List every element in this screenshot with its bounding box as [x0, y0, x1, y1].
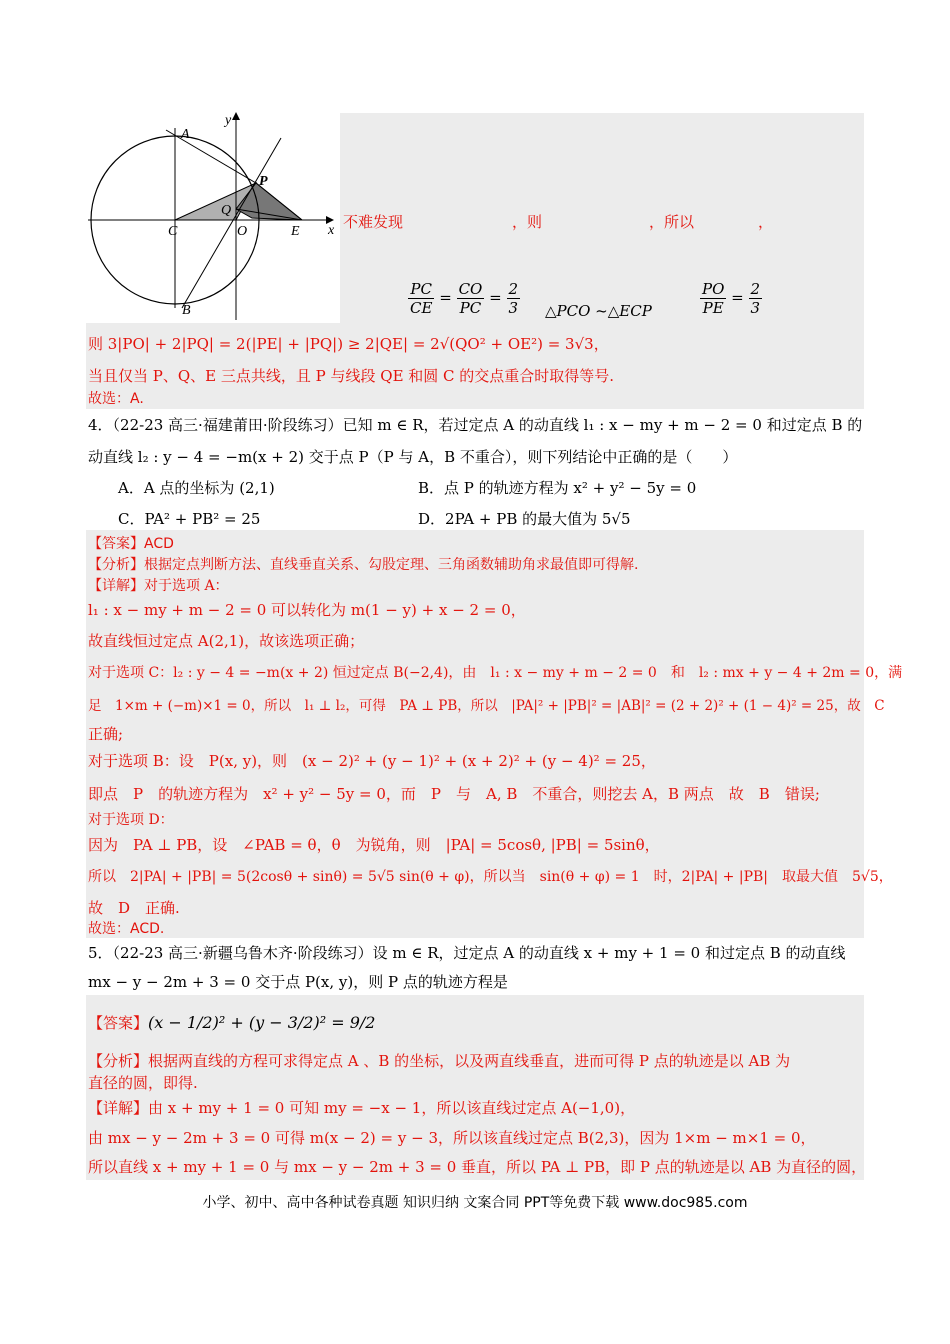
label-o: O — [237, 224, 248, 239]
q5-answer-label: 【答案】 — [88, 1014, 149, 1032]
q4-detail-head: 【详解】对于选项 A： — [88, 578, 229, 594]
q4-option-b: B．点 P 的轨迹方程为 x² + y² − 5y = 0 — [418, 479, 697, 497]
similar-triangles: △PCO ~△ECP — [545, 302, 652, 320]
top-equality-line: 当且仅当 P、Q、E 三点共线，且 P 与线段 QE 和圆 C 的交点重合时取得等号. — [88, 367, 615, 385]
top-then-line: 则 3|PO| + 2|PQ| = 2(|PE| + |PQ|) ≥ 2|QE| = 2√(QO² + OE²) = 3√3， — [88, 335, 609, 353]
top-text-3: ，所以 — [649, 213, 695, 231]
label-a: A — [181, 127, 190, 142]
q4-detail-8: 对于选项 D： — [88, 812, 174, 828]
q4-detail-11: 故 D 正确. — [88, 899, 180, 917]
q5-detail-1: 【详解】由 x + my + 1 = 0 可知 my = −x − 1，所以该直线过定点 A(−1,0)， — [88, 1099, 636, 1117]
q4-detail-9: 因为 PA ⊥ PB，设 ∠PAB = θ，θ 为锐角，则 |PA| = 5cosθ, |PB| = 5sinθ， — [88, 836, 660, 854]
q5-analysis-2: 直径的圆，即得. — [88, 1074, 198, 1092]
q4-detail-12: 故选：ACD. — [88, 921, 165, 937]
q4-option-d: D．2PA + PB 的最大值为 5√5 — [418, 510, 631, 528]
q4-detail-5: 正确; — [88, 725, 124, 743]
circle-geometry-figure — [86, 108, 342, 323]
q5-detail-3: 所以直线 x + my + 1 = 0 与 mx − y − 2m + 3 = 0 垂直，所以 PA ⊥ PB，即 P 点的轨迹是以 AB 为直径的圆， — [88, 1158, 867, 1176]
label-b: B — [182, 303, 191, 318]
top-text-1: 不难发现 — [343, 213, 404, 231]
label-c: C — [168, 224, 178, 239]
fraction-po-pe: $\frac{PO}{PE}$ = $\frac{2}{3}$ — [702, 280, 761, 317]
q4-analysis: 【分析】根据定点判断方法、直线垂直关系、勾股定理、三角函数辅助角求最值即可得解. — [88, 557, 639, 573]
label-q: Q — [221, 203, 232, 218]
q5-analysis-1: 【分析】根据两直线的方程可求得定点 A 、B 的坐标，以及两直线垂直，进而可得 P 点的轨迹是以 AB 为 — [88, 1052, 791, 1070]
frac-two-thirds: $\frac{2}{3}$ — [508, 280, 519, 317]
q5-detail-2: 由 mx − y − 2m + 3 = 0 可得 m(x − 2) = y − 3，所以该直线过定点 B(2,3)，因为 1×m − m×1 = 0， — [88, 1129, 816, 1147]
q5-stem-2: mx − y − 2m + 3 = 0 交于点 P(x, y)，则 P 点的轨迹方程是 — [88, 973, 508, 991]
label-x: x — [328, 223, 335, 238]
q4-detail-2: 故直线恒过定点 A(2,1)，故该选项正确； — [88, 632, 365, 650]
q4-stem-1: 4．（22-23 高三·福建莆田·阶段练习）已知 m ∈ R，若过定点 A 的动直线 l₁ : x − my + m − 2 = 0 和过定点 B 的 — [88, 416, 863, 434]
q4-detail-4: 足 1×m + (−m)×1 = 0，所以 l₁ ⊥ l₂，可得 PA ⊥ PB，所以 |PA|² + |PB|² = |AB|² = (2 + 2)² + (1 − 4)² = 25，故 C — [88, 698, 885, 714]
top-text-2: ，则 — [512, 213, 543, 231]
line-ap — [166, 130, 256, 183]
frac-pc-ce: $\frac{PC}{CE}$ — [410, 280, 433, 317]
q4-stem-2: 动直线 l₂ : y − 4 = −m(x + 2) 交于点 P（P 与 A，B 不重合），则下列结论中正确的是（ ） — [88, 448, 738, 466]
q4-option-c: C．PA² + PB² = 25 — [118, 510, 261, 528]
q4-detail-6: 对于选项 B：设 P(x, y)，则 (x − 2)² + (y − 1)² + (x + 2)² + (y − 4)² = 25， — [88, 752, 656, 770]
top-choice-line: 故选：A. — [88, 391, 144, 407]
frac-co-pc: $\frac{CO}{PC}$ — [458, 280, 483, 317]
q4-detail-7: 即点 P 的轨迹方程为 x² + y² − 5y = 0，而 P 与 A, B 不重合，则挖去 A，B 两点 故 B 错误; — [88, 785, 820, 803]
label-p: P — [259, 174, 268, 189]
q4-detail-1: l₁ : x − my + m − 2 = 0 可以转化为 m(1 − y) + x − 2 = 0， — [88, 601, 526, 619]
q5-answer — [88, 1012, 375, 1034]
q4-detail-3: 对于选项 C：l₂ : y − 4 = −m(x + 2) 恒过定点 B(−2,4)，由 l₁ : x − my + m − 2 = 0 和 l₂ : mx + y − 4 + 2m = 0，满 — [88, 665, 903, 681]
q5-stem-1: 5．（22-23 高三·新疆乌鲁木齐·阶段练习）设 m ∈ R，过定点 A 的动直线 x + my + 1 = 0 和过定点 B 的动直线 — [88, 944, 846, 962]
q5-answer-math: (x − 1/2)² + (y − 3/2)² = 9/2 — [148, 1013, 376, 1032]
q4-option-a: A．A 点的坐标为 (2,1) — [118, 479, 275, 497]
label-e: E — [291, 224, 300, 239]
q4-answer: 【答案】ACD — [88, 536, 174, 552]
fraction-row: $\frac{PC}{CE}$ = $\frac{CO}{PC}$ = $\frac{2}{3}$ — [410, 280, 519, 317]
label-y: y — [225, 113, 232, 128]
q4-detail-10: 所以 2|PA| + |PB| = 5(2cosθ + sinθ) = 5√5 sin(θ + φ)，所以当 sin(θ + φ) = 1 时，2|PA| + |PB| 取最大值 5√5， — [88, 869, 893, 885]
top-text-4: ， — [758, 213, 774, 231]
page-footer: 小学、初中、高中各种试卷真题 知识归纳 文案合同 PPT等免费下载 www.doc985.com — [202, 1195, 748, 1211]
